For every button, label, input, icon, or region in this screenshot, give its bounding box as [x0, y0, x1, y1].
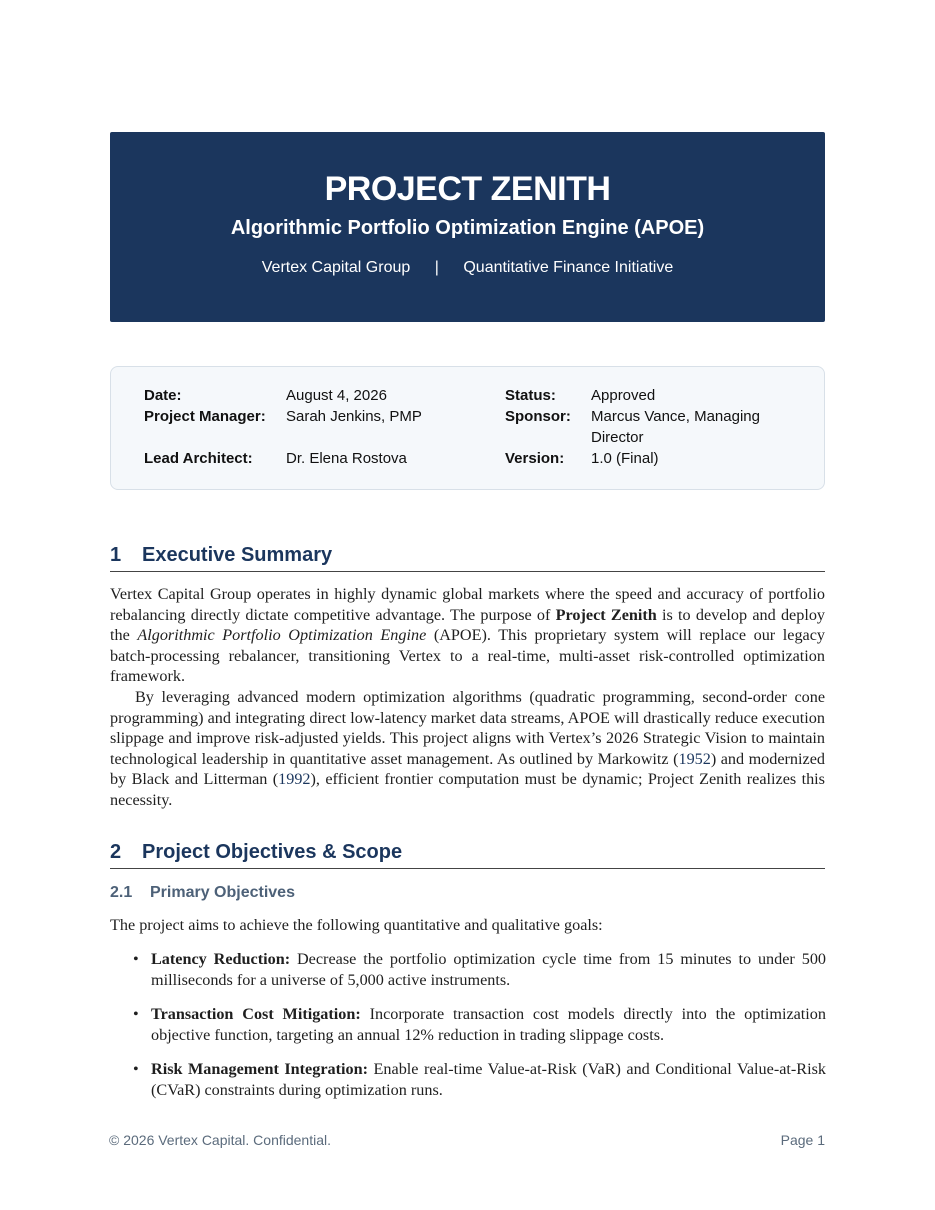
- subsection-number: 2.1: [110, 884, 133, 901]
- project-name-bold: Project Zenith: [555, 605, 657, 624]
- status-label: Status:: [505, 387, 556, 404]
- footer-copyright: © 2026 Vertex Capital. Confidential.: [109, 1132, 332, 1148]
- bullet-icon: •: [133, 1060, 139, 1078]
- version-value: 1.0 (Final): [591, 450, 659, 467]
- date-label: Date:: [144, 387, 182, 404]
- citation-link-markowitz[interactable]: 1952: [678, 749, 711, 768]
- section-title: Executive Summary: [142, 544, 333, 566]
- subsection-title: Primary Objectives: [150, 884, 295, 901]
- lead-architect-label: Lead Architect:: [144, 450, 253, 467]
- project-manager-value: Sarah Jenkins, PMP: [286, 408, 422, 425]
- subsection-heading-primary-objectives: [110, 883, 295, 903]
- bullet-icon: •: [133, 1005, 139, 1023]
- paragraph-text: ) and modernized by Black and Litterman (: [110, 749, 825, 789]
- project-manager-label: Project Manager:: [144, 408, 266, 425]
- initiative-name: Quantitative Finance Initiative: [463, 259, 674, 276]
- bullet-text: Enable real-time Value-at-Risk (VaR) and Conditional Value-at-Risk (CVaR) constraints during optimization runs.: [151, 1060, 826, 1099]
- paragraph-text: is to develop and deploy the: [110, 605, 826, 645]
- executive-summary-paragraph-2: [110, 687, 825, 811]
- section-title: Project Objectives & Scope: [142, 841, 403, 863]
- bullet-title: Risk Management Integration:: [151, 1060, 368, 1078]
- title-banner: [110, 132, 825, 322]
- bullet-text: Decrease the portfolio optimization cycle time from 15 minutes to under 500 milliseconds for a universe of 5,000 active instruments.: [151, 950, 827, 989]
- bullet-title: Latency Reduction:: [151, 950, 291, 968]
- version-label: Version:: [505, 450, 565, 467]
- organization-name: Vertex Capital Group: [261, 259, 411, 276]
- engine-name-italic: Algorithmic Portfolio Optimization Engine: [137, 626, 427, 645]
- org-separator: |: [434, 259, 439, 276]
- bullet-title: Transaction Cost Mitigation:: [151, 1005, 361, 1023]
- date-value: August 4, 2026: [286, 387, 387, 404]
- section-heading-executive-summary: [110, 542, 825, 572]
- paragraph-text: ), efficient frontier computation must be dynamic; Project Zenith realizes this necessity.: [110, 770, 825, 809]
- paragraph-text: Vertex Capital Group operates in highly dynamic global markets where the speed and accuracy of portfolio rebalancing directly dictate competitive advantage. The purpose of: [110, 585, 825, 624]
- document-title: PROJECT ZENITH: [324, 170, 611, 208]
- sponsor-label: Sponsor:: [505, 408, 571, 425]
- project-info-box: [110, 366, 825, 490]
- list-item: [133, 1004, 826, 1045]
- section-number: 1: [110, 544, 122, 566]
- citation-link-black-litterman[interactable]: 1992: [278, 770, 311, 789]
- objectives-intro: The project aims to achieve the following quantitative and qualitative goals:: [110, 916, 603, 934]
- sponsor-value-line2: Director: [591, 429, 644, 446]
- list-item: [133, 949, 827, 990]
- document-subtitle: Algorithmic Portfolio Optimization Engine (APOE): [230, 217, 705, 239]
- banner-org-line: [110, 258, 825, 278]
- list-item: [133, 1059, 826, 1100]
- footer-page-number: Page 1: [780, 1132, 825, 1148]
- bullet-icon: •: [133, 950, 139, 968]
- section-number: 2: [110, 841, 122, 863]
- bullet-text: Incorporate transaction cost models directly into the optimization objective function, targeting an annual 12% reduction in trading slippage costs.: [151, 1005, 826, 1044]
- lead-architect-value: Dr. Elena Rostova: [286, 450, 407, 467]
- sponsor-value-line1: Marcus Vance, Managing: [591, 408, 760, 425]
- paragraph-text: (APOE). This proprietary system will replace our legacy batch-processing rebalancer, transitioning Vertex to a real-time, multi-asset risk-controlled optimization framework.: [110, 626, 826, 686]
- paragraph-text: By leveraging advanced modern optimization algorithms (quadratic programming, second-order cone programming) and integrating direct low-latency market data streams, APOE will drastically reduce execution slippage and improve risk-adjusted yields. This project aligns with Vertex’s 2026 Strategic Vision to maintain technological leadership in quantitative asset management. As outlined by Markowitz (: [110, 688, 825, 768]
- status-value: Approved: [591, 387, 656, 404]
- executive-summary-paragraph-1: [110, 584, 825, 687]
- section-heading-objectives-scope: [110, 839, 825, 869]
